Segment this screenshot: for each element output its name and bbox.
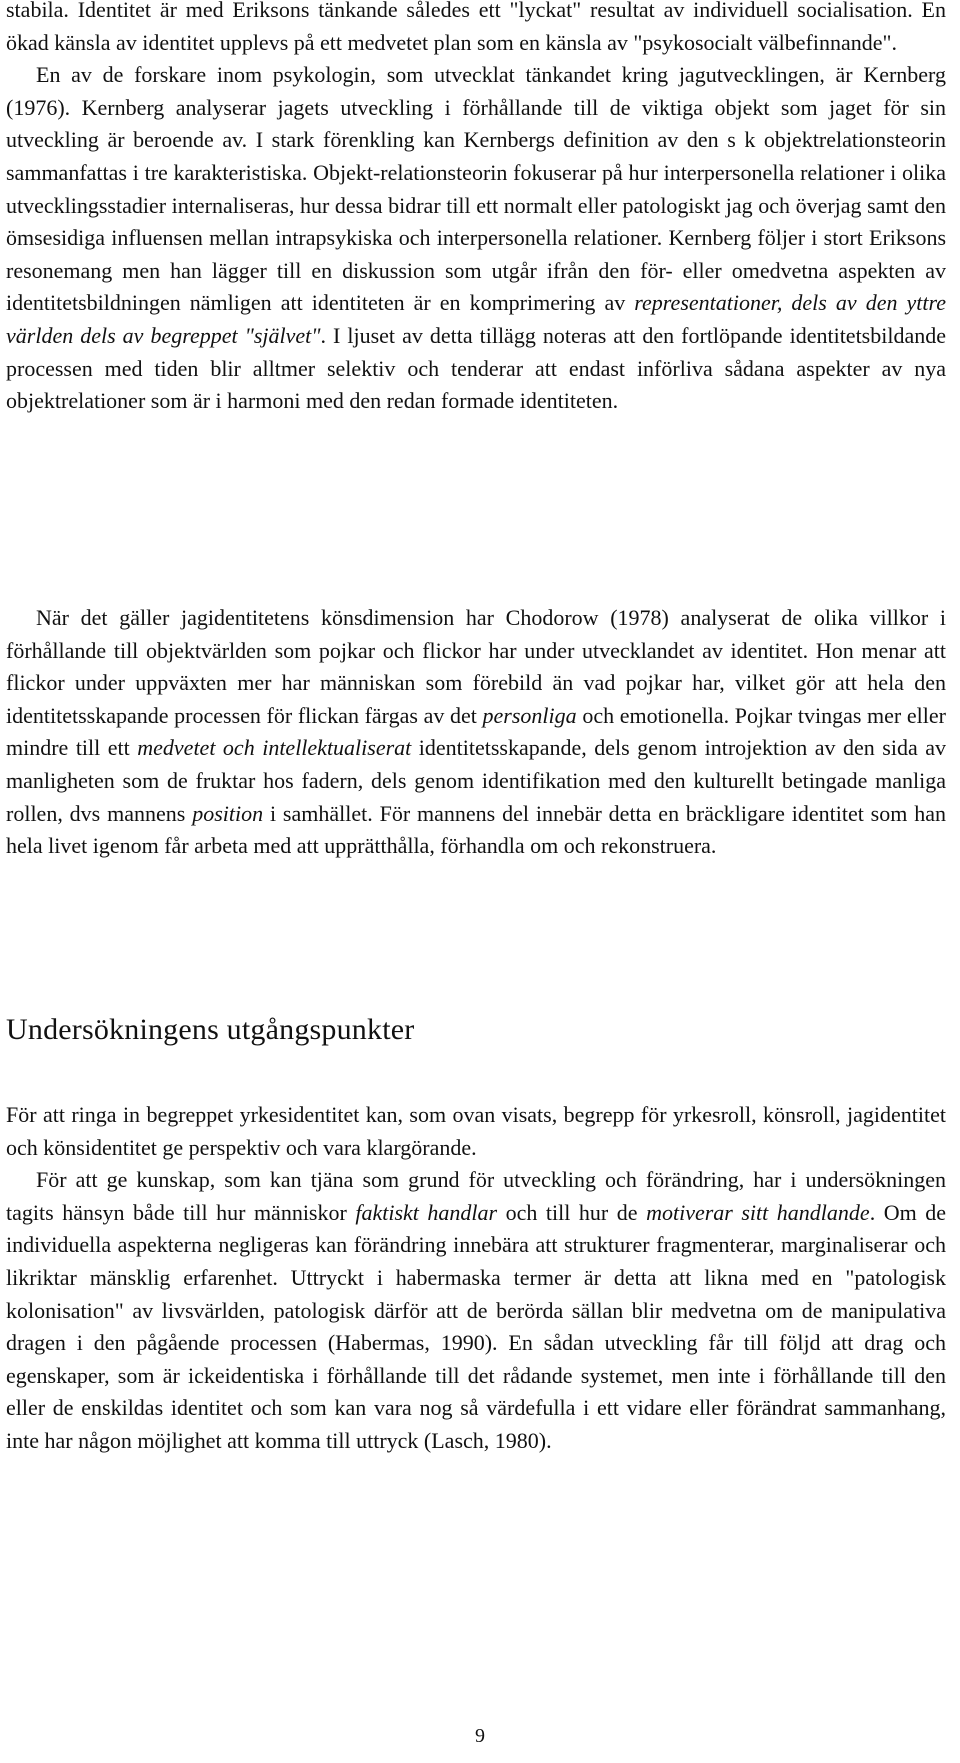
text-run: stabila. Identitet är med Eriksons tänkande således ett "lyckat" resultat av individuell socialisation. En ökad känsla av identitet upplevs på ett medvetet plan som en känsla av "psykosocialt välbefinnande". <box>6 0 946 55</box>
paragraph <box>6 59 946 418</box>
text-block-top <box>6 0 946 418</box>
section-heading: Undersökningens utgångspunkter <box>6 1013 415 1046</box>
italic-text: representationer, dels av den yttre världen dels av begreppet "självet" <box>6 290 947 348</box>
text-run: och till hur de <box>497 1199 647 1225</box>
page-number: 9 <box>475 1725 485 1747</box>
text-run: För att ge kunskap, som kan tjäna som grund för utveckling och förändring, har i undersökningen tagits hänsyn både till hur människor <box>6 1167 946 1225</box>
italic-text: position <box>192 800 264 826</box>
text-run: och emotionella. Pojkar tvingas mer eller mindre till ett <box>6 702 946 761</box>
italic-text: personliga <box>482 702 577 728</box>
text-run: När det gäller jagidentitetens könsdimension har Chodorow (1978) analyserat de olika villkor i förhållande till objektvärlden som pojkar och flickor har under utvecklandet av identitet. Hon menar att flickor under uppväxten mer har människan som förebild än vad pojkar har, vilket gör att hela den identitetsskapande processen för flickan färgas av det <box>6 605 946 728</box>
text-run: För att ringa in begreppet yrkesidentitet kan, som ovan visats, begrepp för yrkesroll, könsroll, jagidentitet och könsidentitet ge perspektiv och vara klargörande. <box>6 1102 946 1160</box>
text-run: i samhället. För mannens del innebär detta en bräckligare identitet som han hela livet igenom får arbeta med att upprätthålla, förhandla om och rekonstruera. <box>6 800 946 859</box>
text-block-middle <box>6 602 946 863</box>
italic-text: medvetet och intellektualiserat <box>137 735 412 761</box>
text-run: . I ljuset av detta tillägg noteras att den fortlöpande identitetsbildande processen med tiden blir alltmer selektiv och tenderar att endast införliva sådana aspekter av nya objektrelationer som är i harmoni med den redan formade identiteten. <box>6 322 946 414</box>
paragraph <box>6 1164 946 1457</box>
italic-text: faktiskt handlar <box>355 1199 498 1225</box>
italic-text: motiverar sitt handlande <box>646 1199 870 1225</box>
text-block-bottom <box>6 1099 946 1458</box>
text-run: identitetsskapande, dels genom introjektion av den sida av manligheten som de fruktar hos fadern, dels genom identifikation med den kulturellt betingade manliga rollen, dvs mannens <box>6 735 946 826</box>
text-run: . Om de individuella aspekterna negligeras kan förändring innebära att strukturer fragmenterar, marginaliserar och likriktar mänsklig erfarenhet. Uttryckt i habermaska termer är detta att likna med en "patologisk kolonisation" av livsvärlden, patologisk därför att de berörda sällan blir medvetna om de manipulativa dragen i den pågående processen (Habermas, 1990). En sådan utveckling får till följd att drag och egenskaper, som är ickeidentiska i förhållande till det rådande systemet, men inte i förhållande till den eller de enskildas identitet och som kan vara nog så värdefulla i ett vidare eller förändrat sammanhang, inte har någon möjlighet att komma till uttryck (Lasch, 1980). <box>6 1199 947 1453</box>
paragraph <box>6 0 946 59</box>
text-run: En av de forskare inom psykologin, som utvecklat tänkandet kring jagutvecklingen, är Kernberg (1976). Kernberg analyserar jagets utveckling i förhållande till de viktiga objekt som jaget för sin utveckling är beroende av. I stark förenkling kan Kernbergs definition av den s k objektrelationsteorin sammanfattas i tre karakteristiska. Objekt-relationsteorin fokuserar på hur interpersonella relationer i olika utvecklingsstadier internaliseras, hur dessa bidrar till ett normalt eller patologiskt jag och överjag samt den ömsesidiga influensen mellan intrapsykiska och interpersonella relationer. Kernberg följer i stort Eriksons resonemang men han lägger till en diskussion som utgår ifrån den för- eller omedvetna aspekten av identitetsbildningen nämligen att identiteten är en komprimering av <box>6 62 946 316</box>
paragraph <box>6 1099 946 1164</box>
paragraph <box>6 602 946 863</box>
